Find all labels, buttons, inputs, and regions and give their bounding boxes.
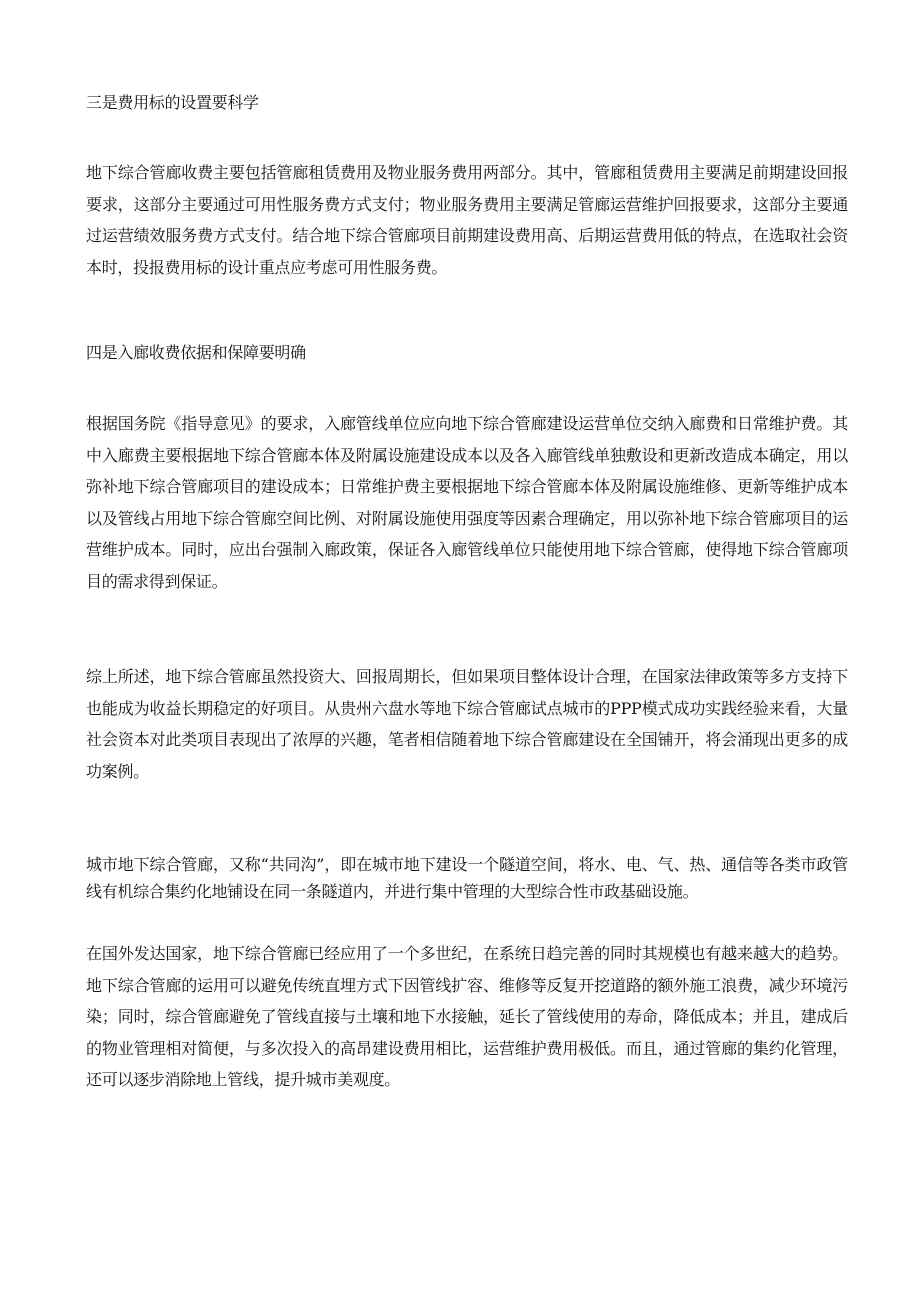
paragraph-fees: 地下综合管廊收费主要包括管廊租赁费用及物业服务费用两部分。其中，管廊租赁费用主要满足前期建设回报要求，这部分主要通过可用性服务费方式支付；物业服务费用主要满足管廊运营维护回报要求，这部分主要通过运营绩效服务费方式支付。结合地下综合管廊项目前期建设费用高、后期运营费用低的特点，在选取社会资本时，投报费用标的设计重点应考虑可用性服务费。 xyxy=(86,163,848,277)
paragraph-definition: 城市地下综合管廊，又称“共同沟”，即在城市地下建设一个隧道空间，将水、电、气、热、通信等各类市政管线有机综合集约化地铺设在同一条隧道内，并进行集中管理的大型综合性市政基础设施。 xyxy=(86,855,848,901)
paragraph-charging-basis: 根据国务院《指导意见》的要求，入廊管线单位应向地下综合管廊建设运营单位交纳入廊费和日常维护费。其中入廊费主要根据地下综合管廊本体及附属设施建设成本以及各入廊管线单独敷设和更新改造成本确定，用以弥补地下综合管廊项目的建设成本；日常维护费主要根据地下综合管廊本体及附属设施维修、更新等维护成本以及管线占用地下综合管廊空间比例、对附属设施使用强度等因素合理确定，用以弥补地下综合管廊项目的运营维护成本。同时，应出台强制入廊政策，保证各入廊管线单位只能使用地下综合管廊，使得地下综合管廊项目的需求得到保证。 xyxy=(86,414,848,591)
paragraph-abroad: 在国外发达国家，地下综合管廊已经应用了一个多世纪，在系统日趋完善的同时其规模也有越来越大的趋势。地下综合管廊的运用可以避免传统直埋方式下因管线扩容、维修等反复开挖道路的额外施工浪费，减少环境污染；同时，综合管廊避免了管线直接与土壤和地下水接触，延长了管线使用的寿命，降低成本；并且，建成后的物业管理相对简便，与多次投入的高昂建设费用相比，运营维护费用极低。而且，通过管廊的集约化管理，还可以逐步消除地上管线，提升城市美观度。 xyxy=(86,944,848,1089)
paragraph-summary: 综上所述，地下综合管廊虽然投资大、回报周期长，但如果项目整体设计合理，在国家法律政策等多方支持下也能成为收益长期稳定的好项目。从贵州六盘水等地下综合管廊试点城市的PPP模式成功实践经验来看，大量社会资本对此类项目表现出了浓厚的兴趣，笔者相信随着地下综合管廊建设在全国铺开，将会涌现出更多的成功案例。 xyxy=(86,667,848,781)
heading-charging-basis: 四是入廊收费依据和保障要明确 xyxy=(86,343,306,362)
heading-fee-standard: 三是费用标的设置要科学 xyxy=(86,93,259,112)
